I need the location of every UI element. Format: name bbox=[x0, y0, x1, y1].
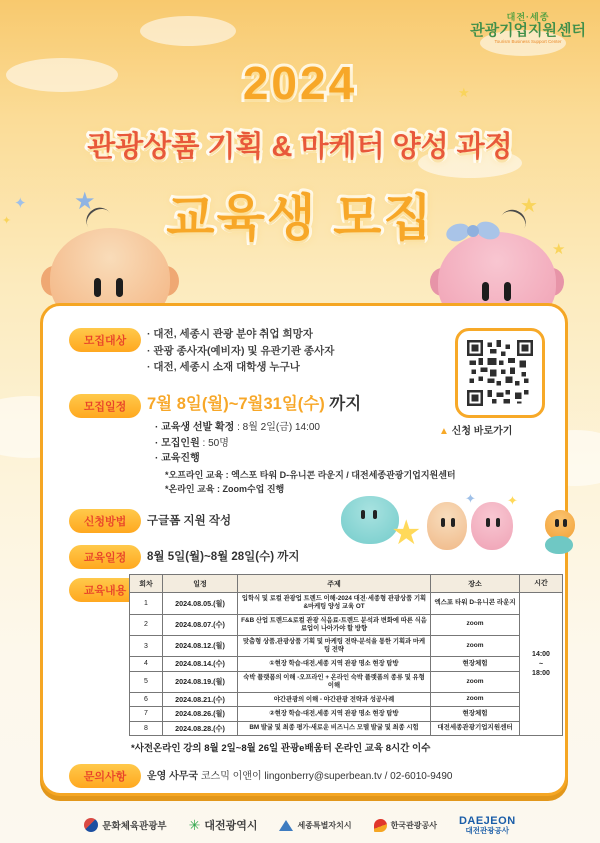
star-icon: ✦ bbox=[465, 491, 476, 506]
contact-detail: 코스믹 이앤이 lingonberry@superbean.tv / 02-6010-9490 bbox=[198, 771, 453, 782]
mascot-bow bbox=[446, 218, 500, 248]
table-row bbox=[130, 707, 563, 721]
star-icon: ✦ bbox=[14, 195, 27, 212]
table-header-row bbox=[130, 575, 563, 593]
edu-schedule-text: 8월 5일(월)~8월 28일(수) 까지 bbox=[147, 551, 300, 563]
col-header-time: 시간 bbox=[520, 575, 563, 593]
cell-topic: F&B 산업 트렌드&로컬 관광 식음료-트렌드 분석과 변화에 따른 식음료업이 나아가야 할 방향 bbox=[238, 614, 431, 635]
cell-no: 1 bbox=[130, 593, 163, 614]
mascot-eye bbox=[94, 278, 101, 297]
center-logo bbox=[470, 13, 586, 45]
cell-time bbox=[520, 593, 563, 736]
schedule-sub-detail: *온라인 교육 : Zoom수업 진행 bbox=[165, 484, 285, 494]
detail-value: : 50명 bbox=[199, 437, 229, 449]
star-icon: ★ bbox=[520, 195, 538, 217]
apply-text: 구글폼 지원 작성 bbox=[147, 515, 232, 527]
center-logo-name: 관광기업지원센터 bbox=[470, 21, 586, 39]
mascot-eye bbox=[482, 282, 489, 301]
time-end: 18:00 bbox=[532, 669, 550, 677]
detail-label: · 모집인원 bbox=[155, 437, 200, 449]
section-pill-schedule: 모집일정 bbox=[69, 394, 141, 418]
cell-no: 5 bbox=[130, 671, 163, 692]
partner-kto bbox=[374, 819, 437, 832]
cell-topic: ①현장 학습-대전,세종 지역 관광 명소 현장 탐방 bbox=[238, 657, 431, 671]
mascot-teal-small bbox=[545, 536, 573, 554]
star-icon: ✦ bbox=[507, 493, 518, 508]
partner-name: 문화체육관광부 bbox=[102, 821, 167, 833]
cell-topic: ②현장 학습-대전,세종 지역 관광 명소 현장 탐방 bbox=[238, 707, 431, 721]
cell-place: 엑스포 타워 D-유니콘 라운지 bbox=[431, 593, 520, 614]
cell-place: zoom bbox=[431, 635, 520, 656]
partner-name: 한국관광공사 bbox=[390, 820, 437, 830]
daejeon-city-logo-icon: ✳ bbox=[188, 816, 201, 833]
col-header-place: 장소 bbox=[431, 575, 520, 593]
qr-caption bbox=[439, 422, 559, 437]
schedule-detail bbox=[155, 420, 320, 436]
cell-place: 대전세종관광기업지원센터 bbox=[431, 721, 520, 735]
col-header-topic: 주제 bbox=[238, 575, 431, 593]
cell-date: 2024.08.12.(월) bbox=[163, 635, 238, 656]
title-year: 2024 bbox=[242, 57, 358, 109]
triangle-icon: ▲ bbox=[439, 426, 449, 437]
cell-no: 6 bbox=[130, 692, 163, 706]
partner-sejong bbox=[279, 820, 351, 831]
content-card bbox=[40, 303, 568, 796]
cell-no: 4 bbox=[130, 657, 163, 671]
partner-name: 세종특별자치시 bbox=[297, 820, 352, 830]
table-row bbox=[130, 721, 563, 735]
recruit-period-dates: 7월 8일(월)~7월31일(수) bbox=[147, 395, 325, 413]
mascot-star: ★ bbox=[391, 514, 422, 552]
cell-topic: BM 발굴 및 최종 평가-새로운 비즈니스 모델 발굴 및 최종 시험 bbox=[238, 721, 431, 735]
cell-topic: 맞춤형 상품,관광상품 기획 및 마케팅 전략-분석을 통한 기획과 마케팅 전략 bbox=[238, 635, 431, 656]
mcst-logo-icon bbox=[84, 818, 98, 832]
qr-code[interactable] bbox=[455, 328, 545, 418]
qr-caption-label: 신청 바로가기 bbox=[448, 426, 513, 437]
center-logo-region: 대전·세종 bbox=[506, 12, 550, 22]
col-header-round: 회차 bbox=[130, 575, 163, 593]
cell-date: 2024.08.07.(수) bbox=[163, 614, 238, 635]
table-row bbox=[130, 671, 563, 692]
section-pill-edu-schedule: 교육일정 bbox=[69, 545, 141, 569]
col-header-date: 일정 bbox=[163, 575, 238, 593]
curriculum-table bbox=[129, 574, 563, 736]
star-icon: ✦ bbox=[2, 215, 12, 227]
contact-text bbox=[147, 767, 452, 782]
cell-place: zoom bbox=[431, 614, 520, 635]
partner-daejeon-city bbox=[189, 817, 258, 834]
mascot-group bbox=[339, 490, 599, 570]
table-row bbox=[130, 692, 563, 706]
cell-date: 2024.08.28.(수) bbox=[163, 721, 238, 735]
table-row bbox=[130, 614, 563, 635]
cell-topic: 숙박 플랫폼의 이해 -오프라인 + 온라인 숙박 플랫폼의 종류 및 유형 이해 bbox=[238, 671, 431, 692]
schedule-sub-detail: *오프라인 교육 : 엑스포 타워 D-유니콘 라운지 / 대전세종관광기업지원센터 bbox=[165, 470, 456, 480]
target-item: · 대전, 세종시 관광 분야 취업 희망자 bbox=[147, 328, 313, 340]
cell-date: 2024.08.05.(월) bbox=[163, 593, 238, 614]
partner-name: 대전광역시 bbox=[204, 820, 258, 833]
recruit-period bbox=[147, 390, 361, 414]
recruit-period-suffix: 까지 bbox=[324, 395, 362, 413]
target-item: · 관광 종사자(예비자) 및 유관기관 종사자 bbox=[147, 344, 335, 357]
schedule-detail bbox=[155, 451, 320, 467]
title-recruit: 교육생 모집 bbox=[166, 190, 434, 246]
section-pill-apply: 신청방법 bbox=[69, 509, 141, 533]
mascot-eye bbox=[116, 278, 123, 297]
star-icon: ★ bbox=[458, 85, 470, 100]
cell-no: 2 bbox=[130, 614, 163, 635]
partner-daejeon-tourism bbox=[459, 816, 516, 835]
cell-place: zoom bbox=[431, 692, 520, 706]
detail-label: · 교육생 선발 확정 bbox=[155, 422, 235, 433]
cloud bbox=[140, 16, 236, 46]
partner-logos bbox=[0, 816, 600, 835]
section-pill-curriculum: 교육내용 bbox=[69, 578, 141, 602]
table-row bbox=[130, 657, 563, 671]
cell-date: 2024.08.14.(수) bbox=[163, 657, 238, 671]
mascot-eye bbox=[504, 282, 511, 301]
partner-mcst bbox=[84, 818, 166, 832]
mascot-pink-small bbox=[471, 502, 513, 550]
detail-label: · 교육진행 bbox=[155, 453, 200, 464]
curriculum-footnote: *사전온라인 강의 8월 2일~8월 26일 관광e배움터 온라인 교육 8시간 이수 bbox=[131, 743, 431, 754]
bow-knot bbox=[467, 225, 479, 237]
time-start: 14:00 bbox=[532, 651, 550, 659]
table-row bbox=[130, 635, 563, 656]
schedule-details bbox=[155, 420, 320, 467]
schedule-detail bbox=[155, 436, 320, 452]
cell-no: 8 bbox=[130, 721, 163, 735]
partner-name: DAEJEON bbox=[458, 814, 516, 827]
title-course: 관광상품 기획 & 마케터 양성 과정 bbox=[87, 131, 513, 163]
target-item: · 대전, 세종시 소재 대학생 누구나 bbox=[147, 361, 300, 373]
cell-topic: 야간관광의 이해 - 야간관광 전략과 성공사례 bbox=[238, 692, 431, 706]
sejong-logo-icon bbox=[279, 820, 293, 831]
cell-no: 7 bbox=[130, 707, 163, 721]
star-icon: ★ bbox=[74, 188, 96, 215]
star-icon: ★ bbox=[552, 241, 566, 258]
cell-place: 현장체험 bbox=[431, 657, 520, 671]
section-pill-contact: 문의사항 bbox=[69, 764, 141, 788]
center-logo-subtitle: Tourism Business Support Center bbox=[494, 39, 562, 45]
partner-sub-name: 대전관광공사 bbox=[465, 826, 510, 836]
cell-date: 2024.08.19.(월) bbox=[163, 671, 238, 692]
cell-date: 2024.08.26.(월) bbox=[163, 707, 238, 721]
detail-value: : 8월 2일(금) 14:00 bbox=[234, 422, 320, 433]
cell-topic: 입학식 및 로컬 관광업 트렌드 이해-2024 대전·세종형 관광상품 기획&마케팅 양성 교육 OT bbox=[238, 593, 431, 614]
table-row bbox=[130, 593, 563, 614]
cell-no: 3 bbox=[130, 635, 163, 656]
cell-place: 현장체험 bbox=[431, 707, 520, 721]
qr-pattern bbox=[467, 340, 533, 406]
mascot-peach-small bbox=[427, 502, 467, 550]
kto-logo-icon bbox=[374, 819, 387, 832]
contact-org: 운영 사무국 bbox=[147, 771, 199, 782]
cell-date: 2024.08.21.(수) bbox=[163, 692, 238, 706]
cell-place: zoom bbox=[431, 671, 520, 692]
time-tilde: ~ bbox=[538, 660, 544, 668]
target-items bbox=[147, 326, 334, 376]
section-pill-target: 모집대상 bbox=[69, 328, 141, 352]
